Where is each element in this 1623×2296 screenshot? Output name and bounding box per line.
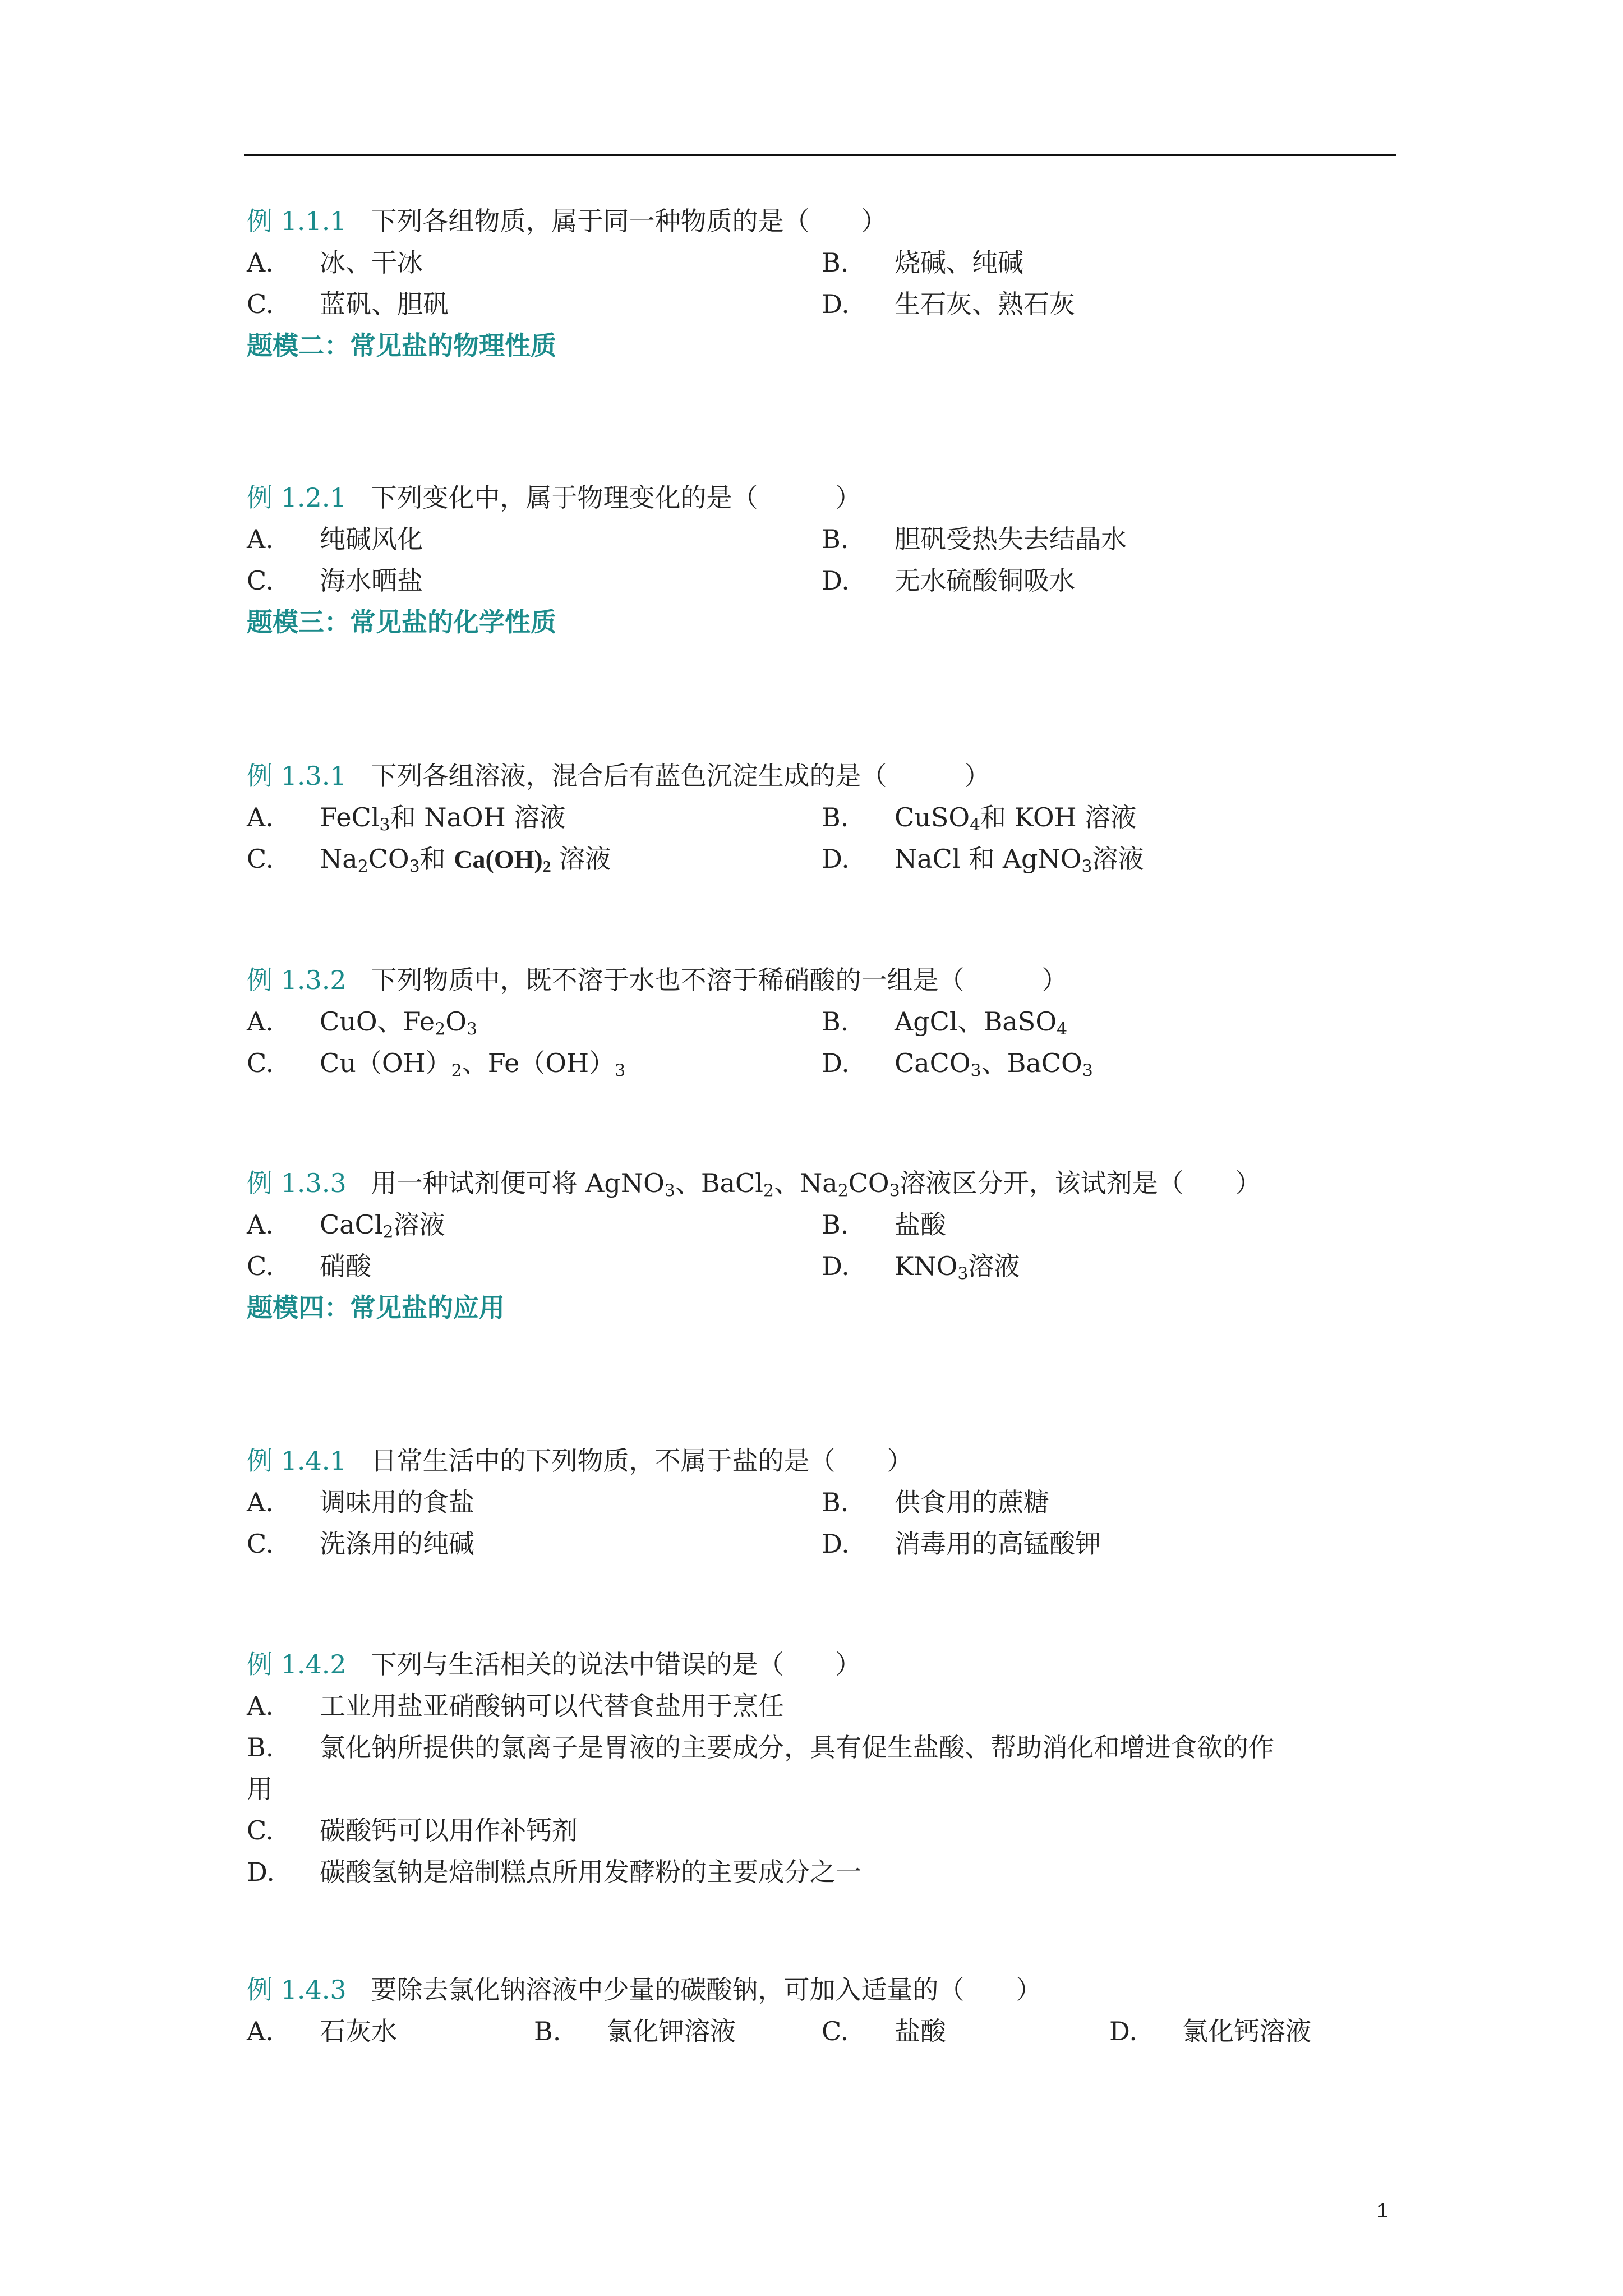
option-c: C. 海水晒盐	[247, 565, 423, 596]
question-1-1-1	[247, 200, 1402, 366]
question-1-4-1	[247, 1440, 1402, 1565]
option-d: D. NaCl 和 AgNO$_3$溶液	[822, 844, 1144, 877]
option-a: A. CaCl$_2$溶液	[247, 1209, 445, 1243]
option-a: A. CuO、$Fe_2O_3$	[247, 1006, 477, 1039]
option-d: D. 生石灰、熟石灰	[822, 289, 1075, 319]
question-number: 例 1.4.2	[247, 1649, 347, 1680]
option-b: B. 盐酸	[822, 1209, 946, 1240]
header-rule	[244, 154, 1396, 156]
option-c: C. $Cu(OH)_2$、$Fe(OH)_3$	[247, 1048, 626, 1081]
option-a: A. 纯碱风化	[247, 524, 423, 554]
option-d: D. 氯化钙溶液	[1109, 2016, 1311, 2046]
option-b: B. 烧碱、纯碱	[822, 247, 1023, 278]
option-a: A. 调味用的食盐	[247, 1487, 474, 1517]
question-1-3-3	[247, 1162, 1402, 1328]
question-stem: 下列物质中，既不溶于水也不溶于稀硝酸的一组是（ ）	[371, 965, 1068, 995]
option-c: C. $Na_2CO_3$和 $Ca(OH)_2$ 溶液	[247, 844, 611, 877]
question-1-4-3	[247, 1969, 1402, 2052]
option-b: B. 胆矾受热失去结晶水	[822, 524, 1127, 554]
section-heading: 题模四：常见盐的应用	[247, 1292, 505, 1323]
option-a: A. 石灰水	[247, 2016, 397, 2046]
option-c: C. 硝酸	[247, 1251, 371, 1281]
option-c: C. 洗涤用的纯碱	[247, 1529, 474, 1559]
option-b: B. AgCl、BaSO$_4$	[822, 1006, 1068, 1039]
question-number: 例 1.3.3	[247, 1168, 347, 1198]
option-c: C. 碳酸钙可以用作补钙剂	[247, 1815, 578, 1846]
option-a: A. 工业用盐亚硝酸钠可以代替食盐用于烹任	[247, 1691, 784, 1721]
question-stem: 下列各组物质，属于同一种物质的是（ ）	[371, 206, 887, 236]
question-number: 例 1.4.3	[247, 1975, 347, 2005]
question-number: 例 1.2.1	[247, 482, 347, 513]
option-c: C. 盐酸	[822, 2016, 946, 2046]
option-b: B. 氯化钾溶液	[534, 2016, 736, 2046]
option-a: A. FeCl$_3$和 NaOH 溶液	[247, 802, 566, 835]
option-d: D. $KNO_3$溶液	[822, 1251, 1020, 1284]
question-1-3-1	[247, 755, 1402, 880]
question-stem: 日常生活中的下列物质，不属于盐的是（ ）	[371, 1446, 913, 1476]
option-d: D. 碳酸氢钠是焙制糕点所用发酵粉的主要成分之一	[247, 1857, 861, 1887]
question-stem: 下列变化中，属于物理变化的是（ ）	[371, 482, 861, 513]
question-number: 例 1.4.1	[247, 1446, 347, 1476]
section-heading: 题模三：常见盐的化学性质	[247, 607, 556, 637]
question-1-4-2	[247, 1644, 1402, 1893]
question-number: 例 1.3.1	[247, 761, 347, 791]
question-stem: 下列各组溶液，混合后有蓝色沉淀生成的是（ ）	[371, 761, 990, 791]
option-c: C. 蓝矾、胆矾	[247, 289, 449, 319]
option-b: B. CuSO$_4$和 KOH 溶液	[822, 802, 1137, 835]
question-stem: 要除去氯化钠溶液中少量的碳酸钠，可加入适量的（ ）	[371, 1975, 1042, 2005]
question-1-2-1	[247, 477, 1402, 643]
page-number: 1	[1377, 2199, 1389, 2222]
option-d: D. 无水硫酸铜吸水	[822, 565, 1075, 596]
question-stem: 用一种试剂便可将 AgNO$_3$、BaCl$_2$、$Na_2CO_3$溶液区分开，该试剂是（ ）	[371, 1168, 1261, 1201]
question-number: 例 1.1.1	[247, 206, 347, 236]
option-b: B. 氯化钠所提供的氯离子是胃液的主要成分，具有促生盐酸、帮助消化和增进食欲的作	[247, 1732, 1274, 1763]
option-d: D. CaCO$_3$、BaCO$_3$	[822, 1048, 1093, 1081]
question-number: 例 1.3.2	[247, 965, 347, 995]
question-stem: 下列与生活相关的说法中错误的是（ ）	[371, 1649, 861, 1680]
option-a: A. 冰、干冰	[247, 247, 423, 278]
section-heading: 题模二：常见盐的物理性质	[247, 330, 556, 361]
option-b: B. 供食用的蔗糖	[822, 1487, 1049, 1517]
option-b-continuation: 用	[247, 1774, 273, 1804]
question-1-3-2	[247, 959, 1402, 1084]
option-d: D. 消毒用的高锰酸钾	[822, 1529, 1101, 1559]
